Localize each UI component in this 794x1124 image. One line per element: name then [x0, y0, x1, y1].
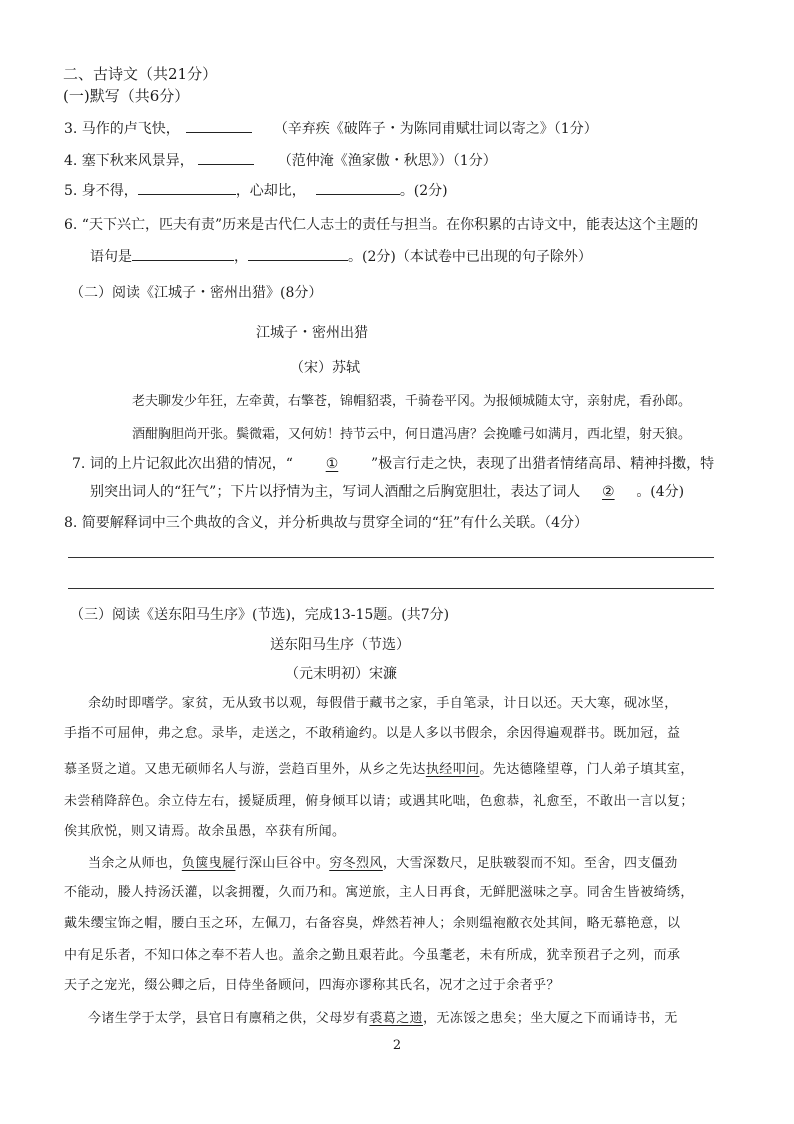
essay-p1-line2: 手指不可屈伸，弗之怠。录毕，走送之，不敢稍逾约。以是人多以书假余，余因得遍观群书。既加冠，益 [64, 726, 681, 741]
p3-text-b: ，无冻馁之患矣；坐大厦之下而诵诗书，无 [423, 1011, 678, 1026]
question-4 [64, 150, 497, 171]
answer-line-1[interactable] [68, 557, 714, 558]
underlined-phrase-qiugezhiwei: 裘葛之遗 [369, 1011, 424, 1026]
essay-title: 送东阳马生序（节选） [270, 637, 410, 653]
essay-p3-line1 [88, 1009, 678, 1029]
question-6-line1: 6. “天下兴亡，匹夫有责”历来是古代仁人志士的责任与担当。在你积累的古诗文中，能表达这个主题的 [64, 217, 699, 233]
essay-p1-line3 [64, 760, 694, 780]
question-7-line1 [72, 454, 714, 474]
q6-blank-2[interactable] [248, 246, 348, 261]
q5-prompt: 5. 身不得， [64, 183, 138, 199]
poem-line-2: 酒酣胸胆尚开张。鬓微霜，又何妨！持节云中，何日遣冯唐？会挽雕弓如满月，西北望，射天狼。 [132, 427, 692, 442]
answer-line-2[interactable] [68, 588, 714, 589]
poem-line-1: 老夫聊发少年狂，左牵黄，右擎苍，锦帽貂裘，千骑卷平冈。为报倾城随太守，亲射虎，看孙郎。 [132, 394, 692, 409]
q5-score: 。(2分) [399, 183, 448, 199]
essay-p2-line1 [88, 854, 678, 874]
q6-comma: ， [234, 249, 248, 265]
q4-source: （范仲淹《渔家傲・秋思》）（1分） [277, 153, 497, 169]
essay-p2-line3: 戴朱缨宝饰之帽，腰白玉之环，左佩刀，右备容臭，烨然若神人；余则缊袍敝衣处其间，略无慕艳意，以 [64, 916, 681, 931]
essay-author: （元末明初）宋濂 [285, 666, 397, 682]
essay-p1-line1: 余幼时即嗜学。家贫，无从致书以观，每假借于藏书之家，手自笔录，计日以还。天大寒，砚冰坚， [88, 696, 678, 711]
q3-prompt: 3. 马作的卢飞快， [64, 121, 180, 137]
q6-blank-1[interactable] [132, 246, 234, 261]
question-6-line2 [90, 246, 592, 267]
subsection-dictation: (一)默写（共6分） [63, 87, 190, 105]
essay-p2-line2: 不能动，媵人持汤沃灌，以衾拥覆，久而乃和。寓逆旅，主人日再食，无鲜肥滋味之享。同舍生皆被绮绣， [64, 885, 694, 900]
essay-p2-line5: 天子之宠光，缀公卿之后，日侍坐备顾问，四海亦谬称其氏名，况才之过于余者乎？ [64, 978, 560, 993]
underlined-phrase-fuqieyexi: 负箧曳屣 [181, 856, 236, 871]
p2-text-c: ，大雪深数尺，足肤皲裂而不知。至舍，四支僵劲 [382, 856, 678, 871]
q4-blank[interactable] [198, 150, 254, 165]
question-7-line2 [90, 482, 684, 502]
essay-p1-line5: 俟其欣悦，则又请焉。故余虽愚，卒获有所闻。 [64, 824, 346, 839]
question-8: 8. 简要解释词中三个典故的含义，并分析典故与贯穿全词的“狂”有什么关联。（4分） [64, 515, 589, 531]
page-number: 2 [392, 1038, 402, 1053]
q6-score: 。(2分)（本试卷中已出现的句子除外） [348, 249, 592, 265]
q7-prompt-a: 7. 词的上片记叙此次出猎的情况，“ [72, 456, 293, 472]
q5-blank-2[interactable] [316, 180, 400, 195]
p2-text-a: 当余之从师也， [88, 856, 182, 871]
essay-p2-line4: 中有足乐者，不知口体之奉不若人也。盖余之勤且艰若此。今虽耄老，未有所成，犹幸预君子之列，而承 [64, 948, 681, 963]
q5-blank-1[interactable] [138, 180, 236, 195]
subsection-poem: （二）阅读《江城子・密州出猎》(8分） [70, 285, 323, 301]
q7-score: 。(4分) [636, 484, 685, 500]
p3-text-a: 今诸生学于太学，县官日有廪稍之供，父母岁有 [88, 1011, 370, 1026]
question-5 [64, 180, 448, 201]
p1-text-a: 慕圣贤之道。又患无硕师名人与游，尝趋百里外，从乡之先达 [64, 762, 426, 777]
section-title: 二、古诗文（共21分） [63, 65, 218, 83]
poem-title: 江城子・密州出猎 [256, 325, 368, 341]
question-3 [64, 118, 598, 139]
q7-blank-2[interactable]: ② [602, 484, 615, 500]
q3-source: （辛弃疾《破阵子・为陈同甫赋壮词以寄之》（1分） [273, 121, 598, 137]
subsection-essay: （三）阅读《送东阳马生序》(节选)，完成13-15题。(共7分) [70, 607, 450, 623]
p2-text-b: 行深山巨谷中。 [235, 856, 330, 871]
p1-text-b: 。先达德隆望尊，门人弟子填其室， [479, 762, 694, 777]
q3-blank[interactable] [186, 118, 252, 133]
q7-blank-1[interactable]: ① [325, 456, 339, 472]
q6-prompt: 语句是 [90, 249, 132, 265]
essay-p1-line4: 未尝稍降辞色。余立侍左右，援疑质理，俯身倾耳以请；或遇其叱咄，色愈恭，礼愈至，不敢出一言以复； [64, 794, 694, 809]
q7-prompt-b: ”极言行走之快，表现了出猎者情绪高昂、精神抖擞，特 [370, 456, 715, 472]
q5-mid: ，心却比， [235, 183, 306, 199]
underlined-phrase-qiongdonglifeng: 穷冬烈风 [329, 856, 383, 871]
q4-prompt: 4. 塞下秋来风景异， [64, 153, 194, 169]
underlined-phrase-zhijingkouwen: 执经叩问 [425, 762, 480, 777]
poem-author: （宋）苏轼 [290, 360, 360, 376]
q7-prompt-c: 别突出词人的“狂气”；下片以抒情为主，写词人酒酣之后胸宽胆壮，表达了词人 [90, 484, 581, 500]
